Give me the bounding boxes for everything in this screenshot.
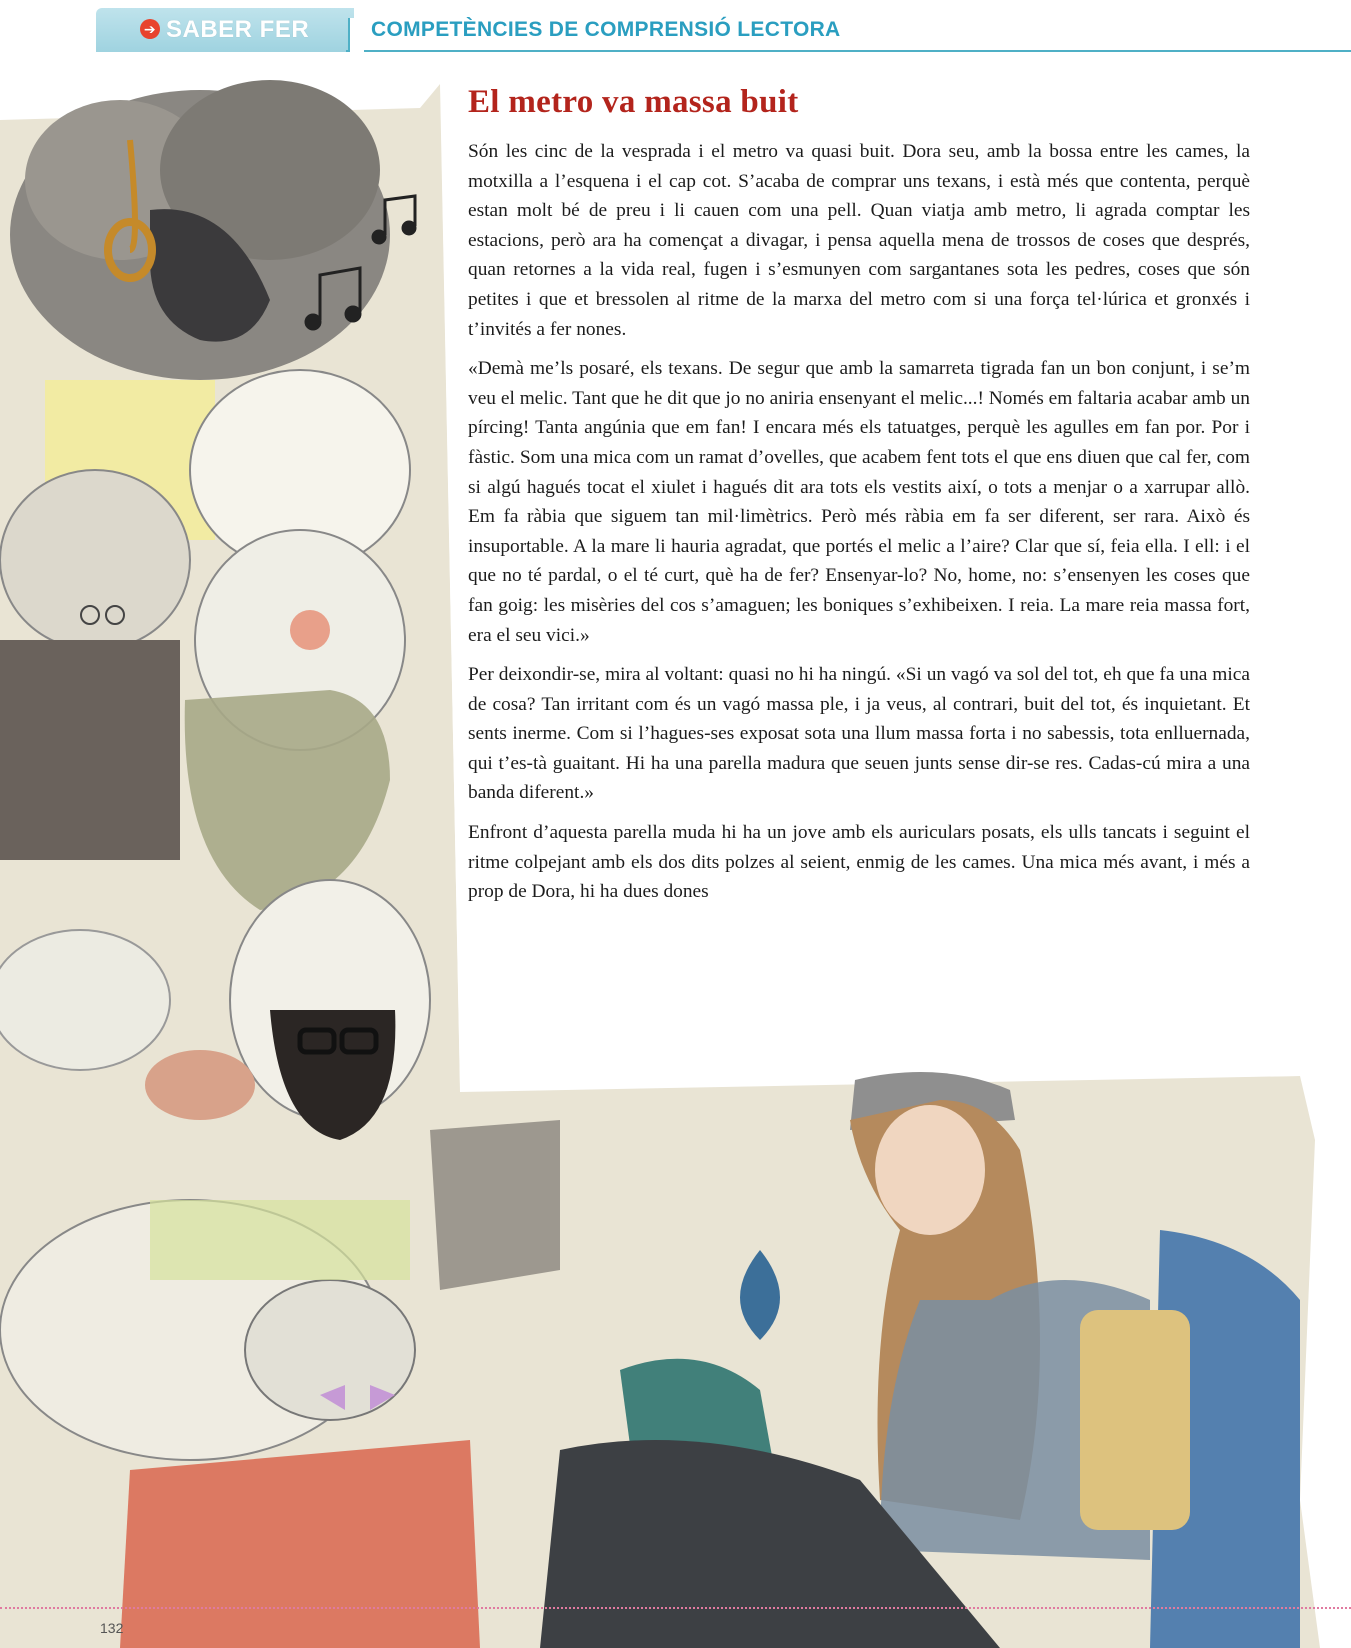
paragraph-4: Enfront d’aquesta parella muda hi ha un jove amb els auriculars posats, els ulls tancats i seguint el ritme colpejant amb els dos dits polzes al seient, enmig de les cames. Una mica més avant, i més a prop de Dora, hi ha dues dones xyxy=(468,822,1250,903)
article xyxy=(468,84,1250,917)
arrow-right-circle-icon: ➔ xyxy=(140,19,160,39)
page-number: 132 xyxy=(100,1620,124,1636)
section-label: SABER FER xyxy=(166,16,310,43)
section-header xyxy=(96,8,1351,52)
header-notch xyxy=(348,18,364,52)
paragraph-1: Són les cinc de la vesprada i el metro va quasi buit. Dora seu, amb la bossa entre les cames, la motxilla a l’esquena i el cap cot. S’acaba de comprar uns texans, i està més que contenta, perquè estan molt bé de preu i li cauen com una pell. Quan viatja amb metro, li agrada comptar les estacions, però ara ha començat a divagar, i pensa aquella mena de trossos de coses que després, quan retornes a la vida real, fugen i s’esmunyen com sargantanes sota les pedres, coses que són petites i que et bressolen al ritme de la marxa del metro com si una força tel·lúrica et gronxés i t’invités a fer nones. xyxy=(468,141,1250,340)
paragraph-3: Per deixondir-se, mira al voltant: quasi no hi ha ningú. «Si un vagó va sol del tot, eh que fa una mica de cosa? Tan irritant com és un vagó massa ple, i ja veus, al contrari, buit del tot, és inquietant. Et sents inerme. Com si l’hagues-ses exposat sota una llum massa forta i no sabessis, tota enlluernada, qui t’es-tà guaitant. Hi ha una parella madura que seuen junts sense dir-se res. Cadas-cú mira a una banda diferent.» xyxy=(468,664,1250,804)
section-tab[interactable] xyxy=(96,8,354,52)
section-subtitle: COMPETÈNCIES DE COMPRENSIÓ LECTORA xyxy=(371,18,841,41)
page-bottom-rule xyxy=(0,1607,1351,1609)
sheep-with-small-glasses-icon xyxy=(0,470,190,860)
header-divider xyxy=(346,50,1351,52)
paragraph-2: «Demà me’ls posaré, els texans. De segur que amb la samarreta tigrada fan un bon conjunt, i se’m veu el melic. Tant que he dit que jo no aniria ensenyant el melic...! Només em faltaria acabar amb un pírcing! Tanta angúnia que em fan! I encara més els tatuatges, perquè les agulles em fan por. Por i fàstic. Som una mica com un ramat d’ovelles, que acabem fent tots el que ens diuen que cal fer, com si algú hagués tocat el xiulet i hagués dit ara tots els vestits així, o tots a menjar o a xarrupar allò. Em fa ràbia que siguem tan mil·limètrics. Però més ràbia em fa ser diferent, ser rara. Això és insuportable. A la mare li hauria agradat, que portés el melic a l’aire? Clar que sí, feia ella. I ell: i el que no té pardal, o el té curt, què ha de fer? Ensenyar-lo? No, home, no: s’ensenyen les coses que fan goig: les misèries del cos s’amaguen; les boniques s’exhibeixen. I reia. La mare reia massa fort, era el seu vici.» xyxy=(468,358,1250,646)
article-title: El metro va massa buit xyxy=(468,84,799,120)
